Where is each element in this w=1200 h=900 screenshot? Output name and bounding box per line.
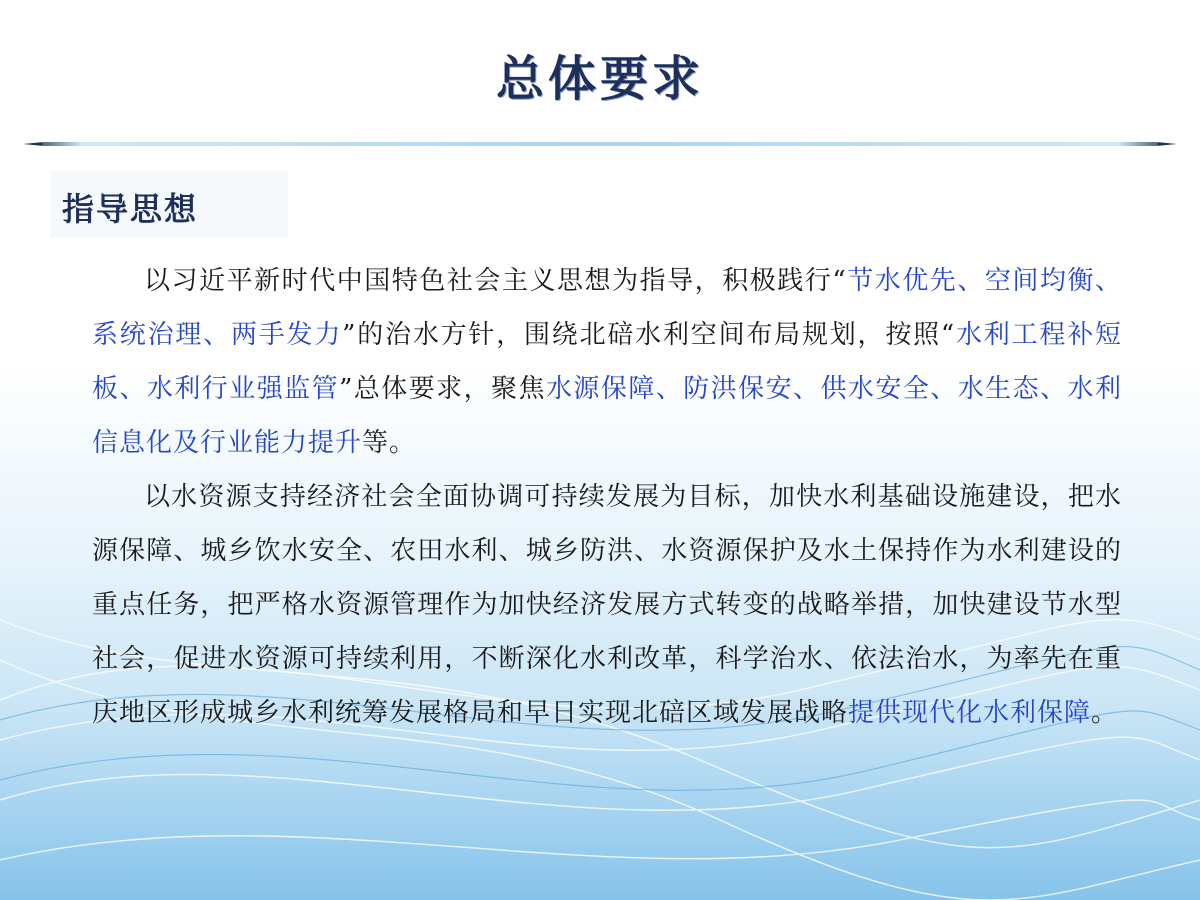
page-title: 总体要求	[495, 51, 704, 107]
text-run: 以水资源支持经济社会全面协调可持续发展为目标，加快水利基础设施建设，把水源保障、城乡饮水安全、农田水利、城乡防洪、水资源保护及水土保持作为水利建设的重点任务，把严格水资源管理作为加快经济发展方式转变的战略举措，加快建设节水型社会，促进水资源可持续利用，不断深化水利改革，科学治水、依法治水，为率先在重庆地区形成城乡水利统筹发展格局和早日实现北碚区域发展战略	[92, 482, 1122, 728]
highlight-text: 水源保障、防洪保安、供水安全、水生态、水利信息化及行业能力提升	[92, 374, 1122, 458]
text-run: ”总体要求，聚焦	[339, 374, 546, 404]
section-heading: 指导思想	[62, 190, 199, 228]
highlight-text: 节水优先、空间均衡、系统治理、两手发力	[92, 266, 1122, 350]
paragraph-guiding-principle	[92, 254, 1122, 470]
body-content	[92, 254, 1122, 740]
text-run: 。	[1091, 698, 1119, 728]
text-run: ”的治水方针，围绕北碚水利空间布局规划，按照“	[342, 320, 956, 350]
paragraph-goals	[92, 470, 1122, 740]
text-run: 等。	[362, 428, 417, 458]
highlight-text: 提供现代化水利保障	[848, 698, 1092, 728]
text-run: 以习近平新时代中国特色社会主义思想为指导，积极践行“	[144, 266, 847, 296]
highlight-text: 水利工程补短板、水利行业强监管	[92, 320, 1122, 404]
title-divider	[24, 136, 1176, 150]
